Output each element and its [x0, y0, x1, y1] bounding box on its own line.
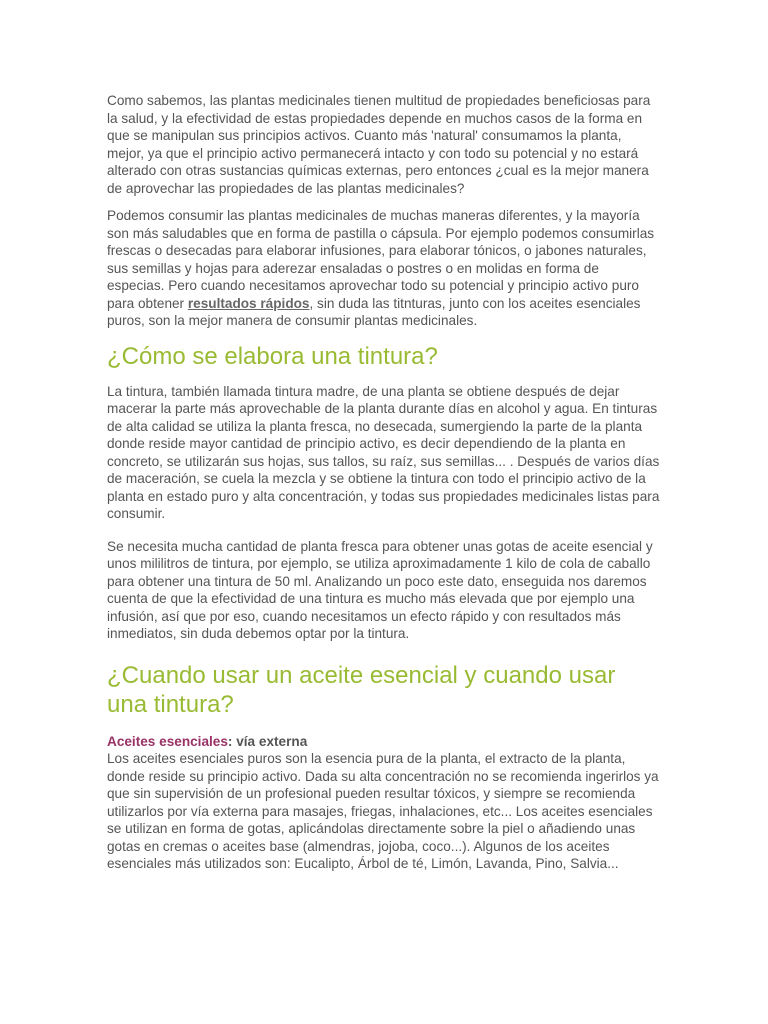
intro-paragraph-1: Como sabemos, las plantas medicinales tienen multitud de propiedades beneficiosas para la salud, y la efectividad de estas propiedades depende en muchos casos de la forma en que se manipulan sus principios activos. Cuanto más 'natural' consumamos la planta, mejor, ya que el principio activo permanecerá intacto y con todo su potencial y no estará alterado con otras sustancias químicas externas, pero entonces ¿cual es la mejor manera de aprovechar las propiedades de las plantas medicinales?: [107, 93, 651, 196]
aceites-label-suffix: : vía externa: [227, 733, 308, 749]
article: [107, 92, 660, 873]
intro-paragraph-2: [107, 207, 660, 330]
intro-paragraph-2-text-b: , sin duda las titnturas, junto con los aceites esenciales puros, son la mejor manera de consumir plantas medicinales.: [107, 295, 641, 328]
heading-cuando-usar: ¿Cuando usar un aceite esencial y cuando usar una tintura?: [107, 661, 616, 718]
tintura-paragraph-1: La tintura, también llamada tintura madre, de una planta se obtiene después de dejar macerar la parte más aprovechable de la planta durante días en alcohol y agua. En tinturas de alta calidad se utiliza la planta fresca, no desecada, sumergiendo la parte de la planta donde reside mayor cantidad de principio activo, es decir dependiendo de la planta en concreto, se utilizarán sus hojas, sus tallos, su raíz, sus semillas... . Después de varios días de maceración, se cuela la mezcla y se obtiene la tintura con todo el principio activo de la planta en estado puro y alta concentración, y todas sus propiedades medicinales listas para consumir.: [107, 383, 660, 521]
tintura-paragraph-2: Se necesita mucha cantidad de planta fresca para obtener unas gotas de aceite esencial y unos mililitros de tintura, por ejemplo, se utiliza aproximadamente 1 kilo de cola de caballo para obtener una tintura de 50 ml. Analizando un poco este dato, enseguida nos daremos cuenta de que la efectividad de una tintura es mucho más elevada que por ejemplo una infusión, así que por eso, cuando necesitamos un efecto rápido y con resultados más inmediatos, sin duda debemos optar por la tintura.: [107, 538, 653, 641]
heading-como-se-elabora: ¿Cómo se elabora una tintura?: [107, 342, 438, 370]
aceites-label: Aceites esenciales: [107, 733, 228, 749]
aceites-subheading: [107, 733, 660, 751]
resultados-rapidos-link[interactable]: resultados rápidos: [187, 295, 310, 311]
aceites-paragraph: Los aceites esenciales puros son la esencia pura de la planta, el extracto de la planta, donde reside su principio activo. Dada su alta concentración no se recomienda ingerirlos ya que sin supervisión de un profesional pueden resultar tóxicos, y siempre se recomienda utilizarlos por vía externa para masajes, friegas, inhalaciones, etc... Los aceites esenciales se utilizan en forma de gotas, aplicándolas directamente sobre la piel o añadiendo unas gotas en cremas o aceites base (almendras, jojoba, coco...). Algunos de los aceites esenciales más utilizados son: Eucalipto, Árbol de té, Limón, Lavanda, Pino, Salvia...: [107, 751, 659, 871]
intro-paragraph-2-text-a: Podemos consumir las plantas medicinales de muchas maneras diferentes, y la mayoría son más saludables que en forma de pastilla o cápsula. Por ejemplo podemos consumirlas frescas o desecadas para elaborar infusiones, para elaborar tónicos, o jabones naturales, sus semillas y hojas para aderezar ensaladas o postres o en molidas en forma de especias. Pero cuando necesitamos aprovechar todo su potencial y principio activo puro para obtener: [107, 208, 655, 311]
